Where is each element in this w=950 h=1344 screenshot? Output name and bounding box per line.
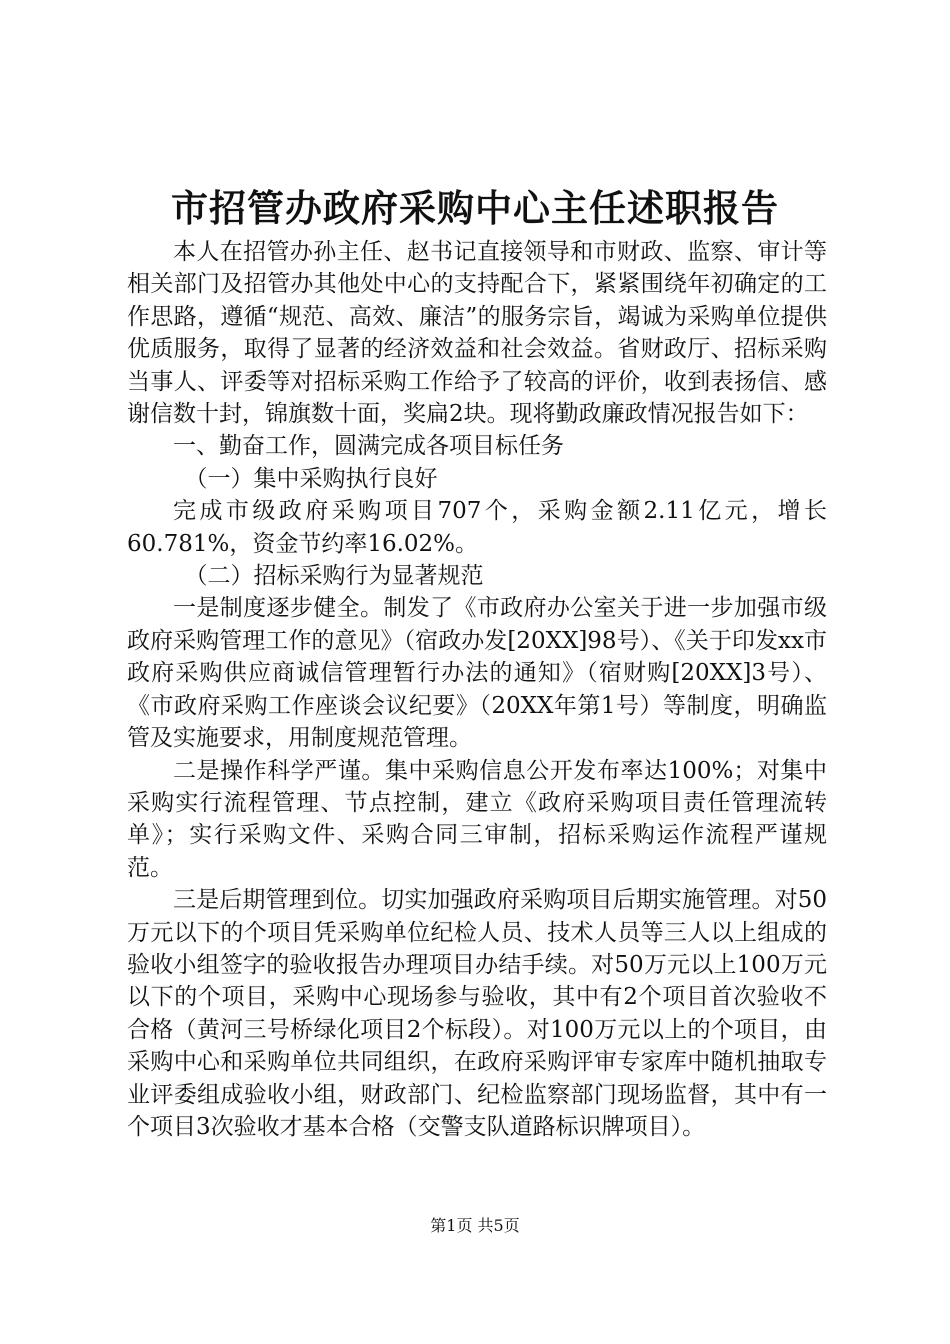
heading-subsection-2: （二）招标采购行为显著规范 [184,563,484,590]
paragraph-procurement-stats: 完成市级政府采购项目707个，采购金额2.11亿元，增长60.781%，资金节约率16.02%。 [127,498,827,557]
document-body [127,236,827,1143]
paragraph-operation: 二是操作科学严谨。集中采购信息公开发布率达100%；对集中采购实行流程管理、节点控制，建立《政府采购项目责任管理流转单》；实行采购文件、采购合同三审制，招标采购运作流程严谨规范。 [127,757,827,881]
paragraph-management: 三是后期管理到位。切实加强政府采购项目后期实施管理。对50万元以下的个项目凭采购单位纪检人员、技术人员等三人以上组成的验收小组签字的验收报告办理项目办结手续。对50万元以上100万元以下的个项目，采购中心现场参与验收，其中有2个项目首次验收不合格（黄河三号桥绿化项目2个标段）。对100万元以上的个项目，由采购中心和采购单位共同组织，在政府采购评审专家库中随机抽取专业评委组成验收小组，财政部门、纪检监察部门现场监督，其中有一个项目3次验收才基本合格（交警支队道路标识牌项目）。 [127,887,827,1140]
page-number: 第1页 共5页 [430,1216,520,1235]
paragraph-system: 一是制度逐步健全。制发了《市政府办公室关于进一步加强市级政府采购管理工作的意见》（宿政办发[20XX]98号）、《关于印发xx市政府采购供应商诚信管理暂行办法的通知》（宿财购[20XX]3号）、《市政府采购工作座谈会议纪要》（20XX年第1号）等制度，明确监管及实施要求，用制度规范管理。 [127,595,827,752]
paragraph-intro: 本人在招管办孙主任、赵书记直接领导和市财政、监察、审计等相关部门及招管办其他处中心的支持配合下，紧紧围绕年初确定的工作思路，遵循“规范、高效、廉洁”的服务宗旨，竭诚为采购单位提供优质服务，取得了显著的经济效益和社会效益。省财政厅、招标采购当事人、评委等对招标采购工作给予了较高的评价，收到表扬信、感谢信数十封，锦旗数十面，奖扁2块。现将勤政廉政情况报告如下： [127,239,827,428]
document-title: 市招管办政府采购中心主任述职报告 [171,186,779,230]
heading-subsection-1: （一）集中采购执行良好 [184,465,438,492]
heading-section-1: 一、勤奋工作，圆满完成各项目标任务 [173,433,564,460]
